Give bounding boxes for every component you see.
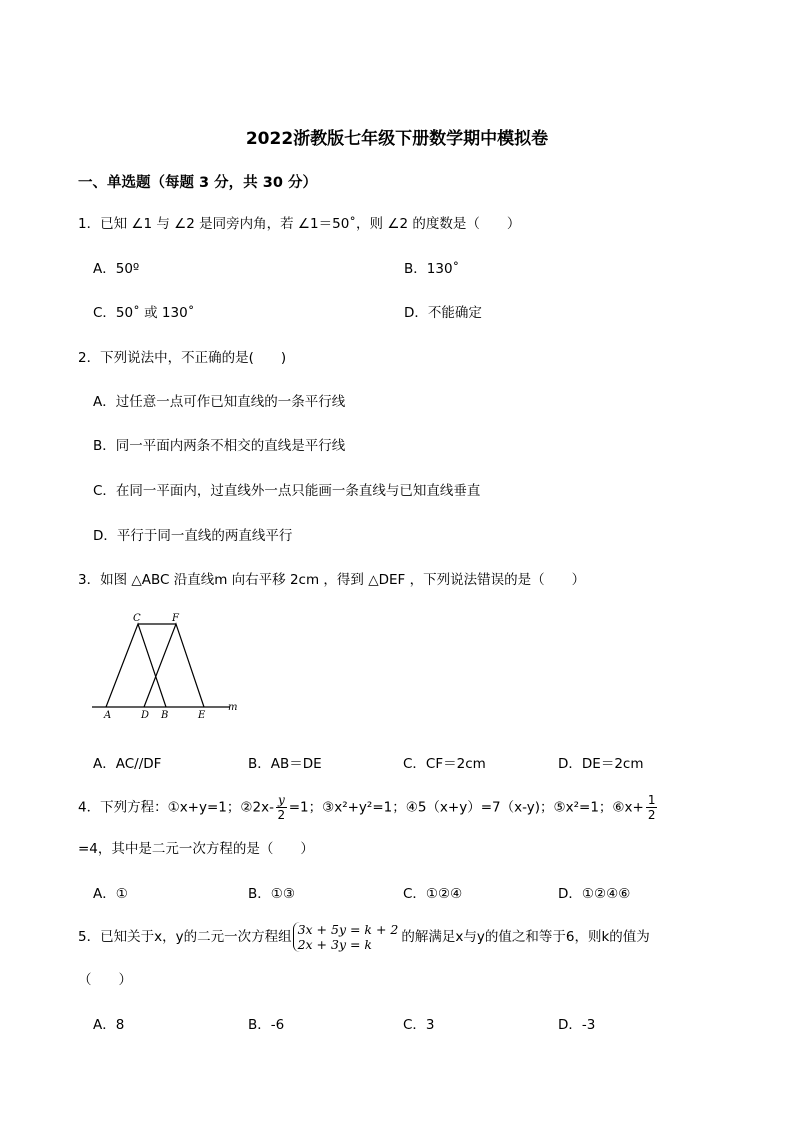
question-4-stem-part1: 4．下列方程：①x+y=1；②2x- [78, 799, 274, 816]
equation-system: 3x + 5y = k + 2 2x + 3y = k [293, 922, 399, 952]
question-4-option-a[interactable]: A．① [93, 886, 128, 902]
question-1-option-c[interactable]: C．50˚ 或 130˚ [93, 305, 195, 321]
question-4-stem-line2: =4，其中是二元一次方程的是（ ） [78, 841, 314, 857]
fraction-1-over-2: $\frac{1}{2}$ [647, 793, 656, 822]
question-1-stem: 1．已知 ∠1 与 ∠2 是同旁内角，若 ∠1＝50˚，则 ∠2 的度数是（ ） [78, 216, 521, 232]
question-2-stem: 2．下列说法中，不正确的是( ) [78, 350, 287, 366]
question-2-option-d[interactable]: D．平行于同一直线的两直线平行 [93, 528, 293, 544]
question-5-stem-line2: （ ） [78, 972, 132, 988]
question-4-stem-part2: =1；③x²+y²=1；④5（x+y）=7（x-y)；⑤x²=1；⑥x+ [288, 799, 644, 816]
label-c: C [133, 613, 141, 624]
question-3-option-c[interactable]: C．CF＝2cm [403, 756, 486, 772]
question-5-option-a[interactable]: A．8 [93, 1017, 125, 1033]
question-3-option-d[interactable]: D．DE＝2cm [558, 756, 644, 772]
question-5-stem [78, 922, 650, 952]
question-2-option-b[interactable]: B．同一平面内两条不相交的直线是平行线 [93, 438, 346, 454]
label-m: m [228, 702, 238, 713]
label-e: E [198, 710, 206, 721]
label-b: B [161, 710, 169, 721]
question-4-option-b[interactable]: B．①③ [248, 886, 295, 902]
question-1-option-a[interactable]: A．50º [93, 261, 140, 277]
question-3-stem: 3．如图 △ABC 沿直线m 向右平移 2cm ，得到 △DEF ，下列说法错误的是（ ） [78, 572, 586, 588]
question-1-option-d[interactable]: D．不能确定 [404, 305, 482, 321]
question-4-option-d[interactable]: D．①②④⑥ [558, 886, 631, 902]
question-2-option-c[interactable]: C．在同一平面内，过直线外一点只能画一条直线与已知直线垂直 [93, 483, 481, 499]
question-4-option-c[interactable]: C．①②④ [403, 886, 463, 902]
triangle-def [144, 624, 204, 707]
question-4-stem [78, 793, 659, 822]
label-f: F [172, 613, 179, 624]
triangle-abc [106, 624, 166, 707]
label-d: D [141, 710, 150, 721]
question-5-option-d[interactable]: D．-3 [558, 1017, 596, 1033]
question-5-stem-part2: 的解满足x与y的值之和等于6，则k的值为 [401, 929, 650, 945]
question-5-option-c[interactable]: C．3 [403, 1017, 435, 1033]
fraction-y-over-2: $\frac{y}{2}$ [277, 793, 286, 822]
question-1-option-b[interactable]: B．130˚ [404, 261, 460, 277]
section-heading: 一、单选题（每题 3 分，共 30 分） [78, 175, 317, 191]
translation-figure [88, 610, 248, 725]
question-3-option-b[interactable]: B．AB＝DE [248, 756, 322, 772]
question-5-stem-part1: 5．已知关于x，y的二元一次方程组 [78, 929, 292, 945]
question-2-option-a[interactable]: A．过任意一点可作已知直线的一条平行线 [93, 394, 346, 410]
question-5-option-b[interactable]: B．-6 [248, 1017, 285, 1033]
page-title: 2022浙教版七年级下册数学期中模拟卷 [245, 129, 549, 149]
label-a: A [104, 710, 112, 721]
question-3-option-a[interactable]: A．AC//DF [93, 756, 162, 772]
